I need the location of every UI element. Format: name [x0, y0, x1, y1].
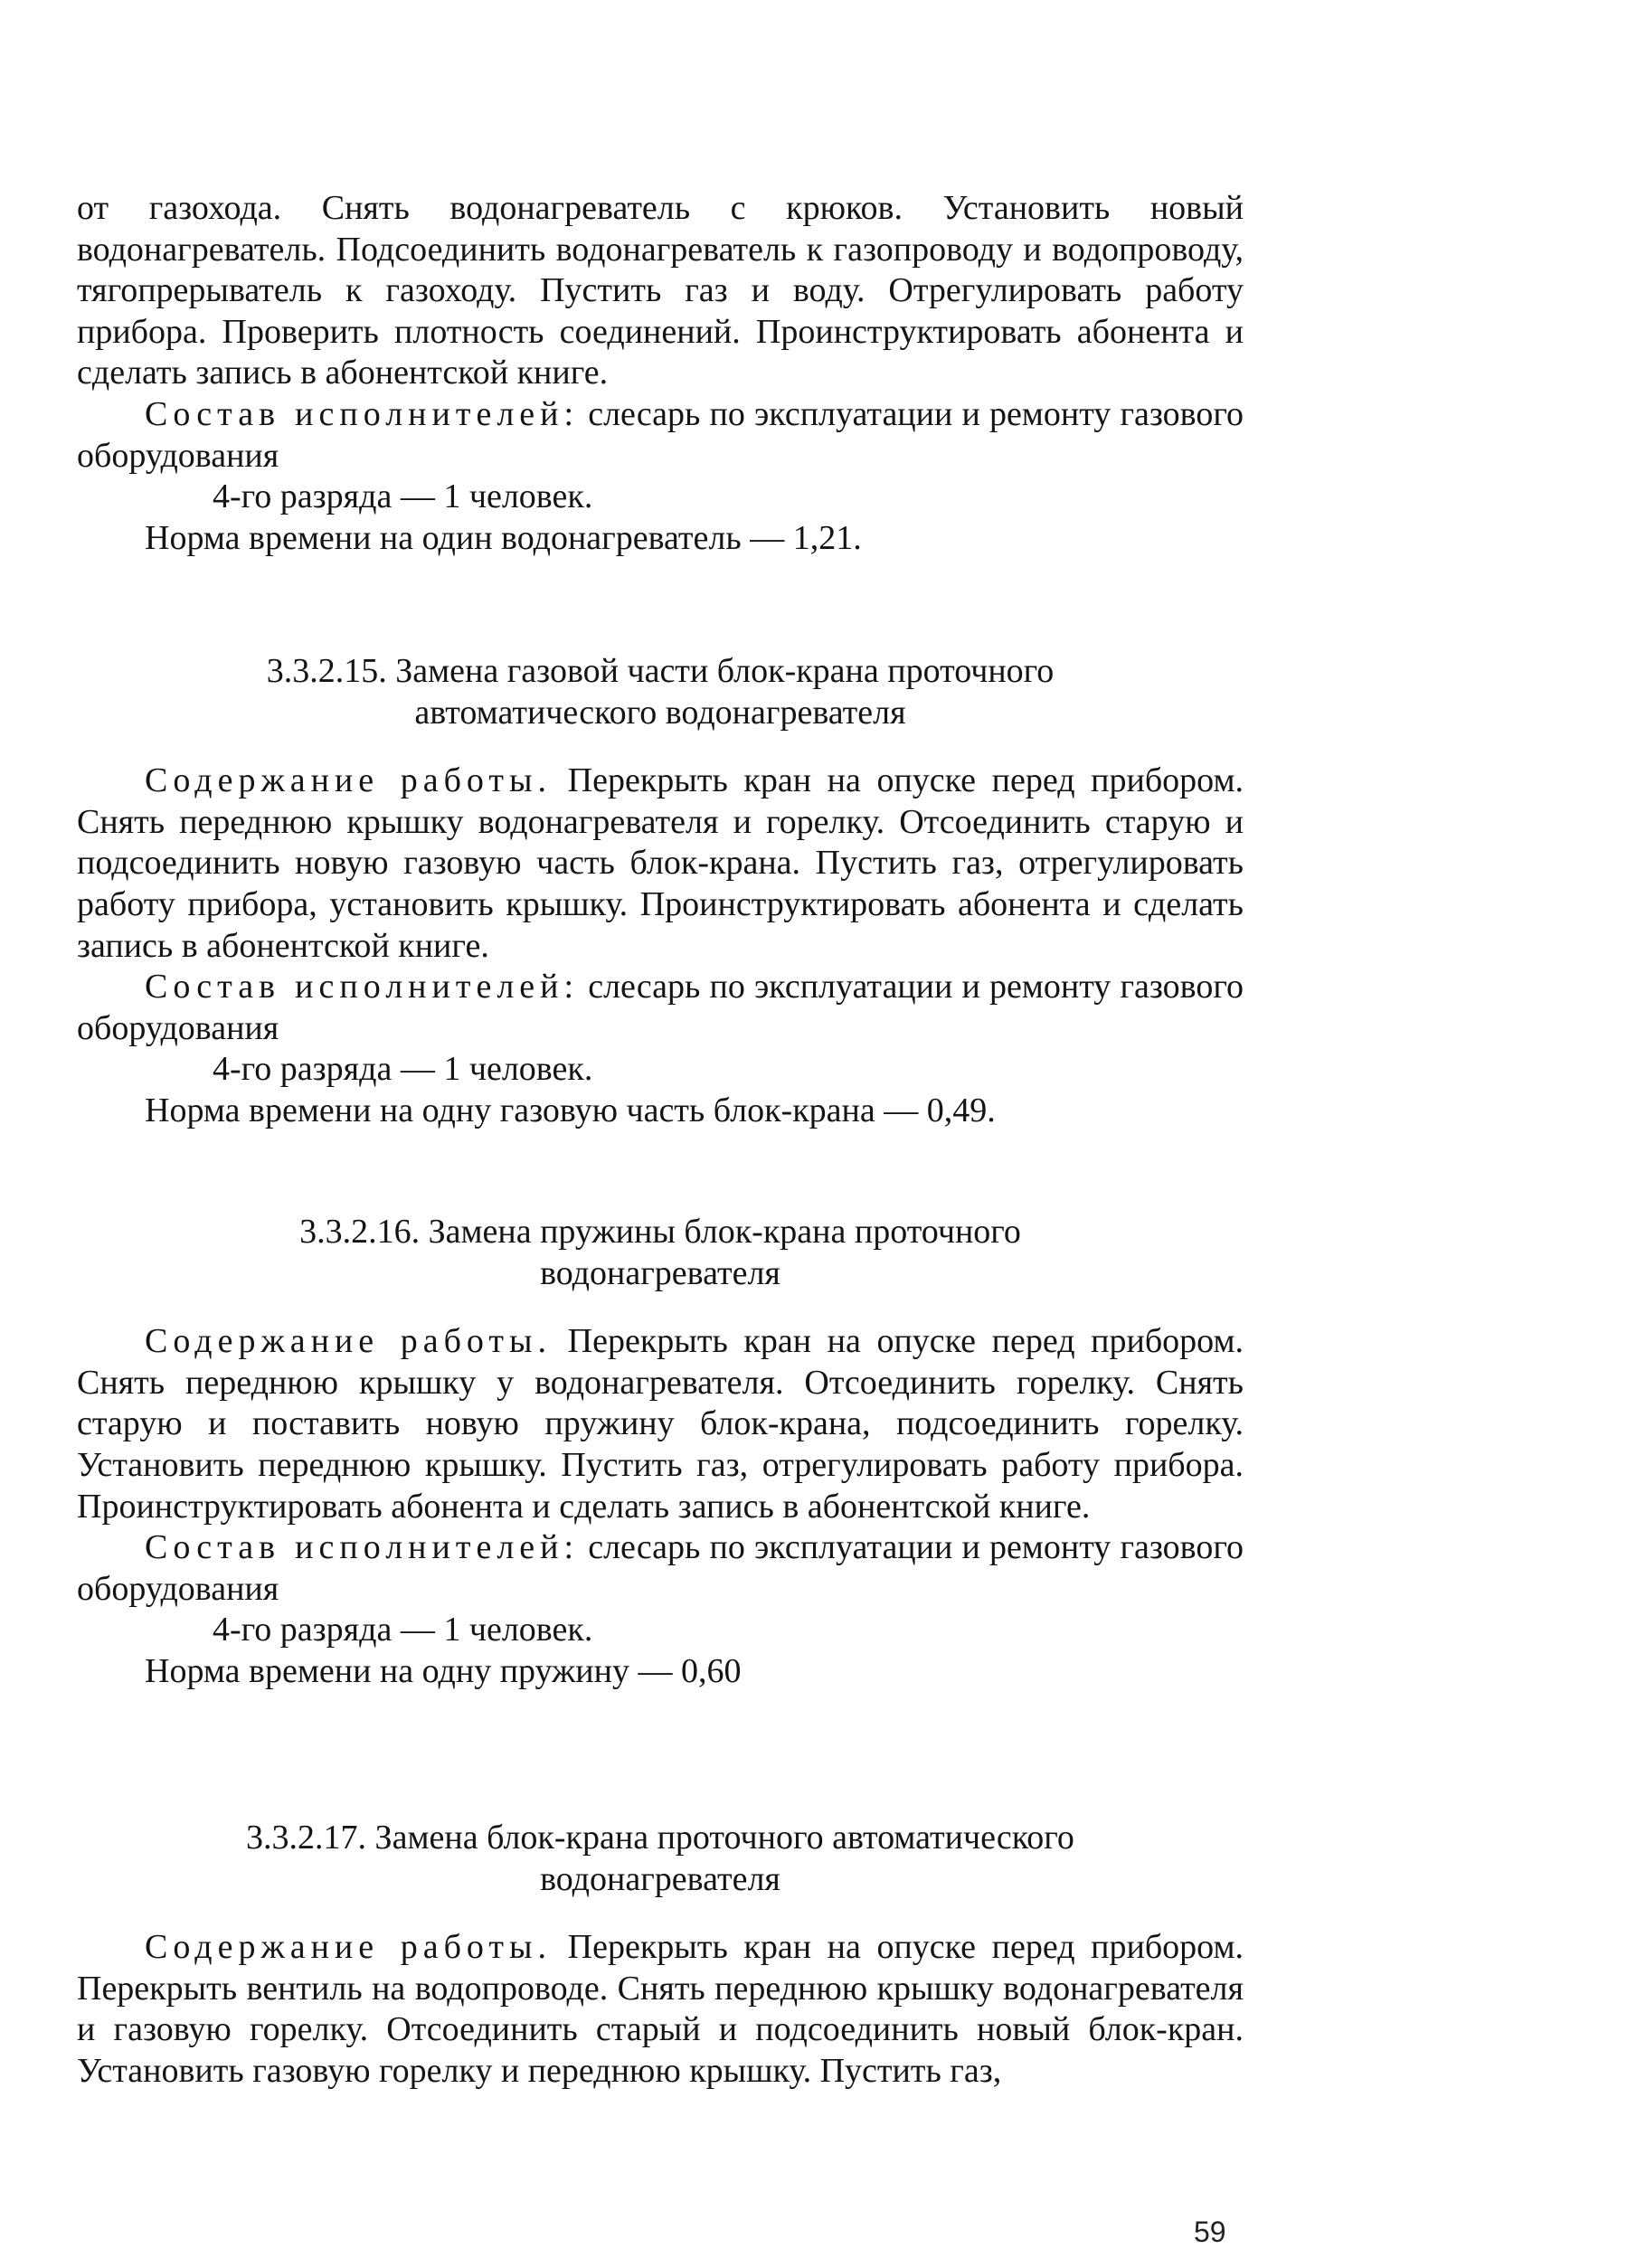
content-text: Перекрыть кран на опуске перед прибором. Снять переднюю крышку водонагревателя и горелку. Отсоединить старую и подсоединить новую газовую часть блок-крана. Пустить газ, отрегулировать работу прибора, установить крышку. Проинструктировать абонента и сделать запись в абонентской книге.: [77, 761, 1244, 965]
section-content: [77, 761, 1244, 967]
section-3-3-2-15: [77, 651, 1244, 1132]
section-3-3-2-16: [77, 1212, 1244, 1693]
section-norm: Норма времени на одну газовую часть блок-крана — 0,49.: [145, 1091, 996, 1129]
section-title: 3.3.2.15. Замена газовой части блок-крана проточного автоматического водонагревателя: [266, 652, 1055, 732]
staff-label: Состав исполнителей:: [145, 394, 580, 433]
section-title: 3.3.2.16. Замена пружины блок-крана проточного водонагревателя: [299, 1213, 1021, 1292]
section-content: [77, 1927, 1244, 2092]
staff-text: слесарь по эксплуатации и ремонту газового оборудования: [77, 1528, 1244, 1608]
section-staff: [77, 967, 1244, 1049]
section-title: 3.3.2.17. Замена блок-крана проточного автоматического водонагревателя: [246, 1819, 1074, 1898]
staff-label: Состав исполнителей:: [145, 968, 580, 1006]
intro-paragraph: от газохода. Снять водонагреватель с крюков. Установить новый водонагреватель. Подсоединить водонагреватель к газопроводу и водопроводу, тягопрерыватель к газоходу. Пустить газ и воду. Отрегулировать работу прибора. Проверить плотность соединений. Проинструктировать абонента и сделать запись в абонентской книге.: [77, 189, 1244, 392]
content-label: Содержание работы.: [145, 761, 553, 800]
intro-staff: [77, 394, 1244, 477]
staff-text: слесарь по эксплуатации и ремонту газового оборудования: [77, 968, 1244, 1047]
intro-norm: Норма времени на один водонагреватель — 1,21.: [145, 518, 862, 557]
section-norm: Норма времени на одну пружину — 0,60: [145, 1651, 742, 1690]
staff-label: Состав исполнителей:: [145, 1528, 580, 1567]
intro-grade: 4-го разряда — 1 человек.: [213, 477, 593, 516]
section-content: [77, 1321, 1244, 1527]
content-label: Содержание работы.: [145, 1928, 553, 1967]
section-grade: 4-го разряда — 1 человек.: [213, 1050, 593, 1089]
intro-block: [77, 188, 1244, 559]
section-grade: 4-го разряда — 1 человек.: [213, 1611, 593, 1649]
content-label: Содержание работы.: [145, 1322, 553, 1361]
staff-text: слесарь по эксплуатации и ремонту газового оборудования: [77, 394, 1244, 475]
page-number: 59: [1194, 2216, 1226, 2248]
content-text: Перекрыть кран на опуске перед прибором. Снять переднюю крышку у водонагревателя. Отсоединить горелку. Снять старую и поставить новую пружину блок-крана, подсоединить горелку. Установить переднюю крышку. Пустить газ, отрегулировать работу прибора. Проинструктировать абонента и сделать запись в абонентской книге.: [77, 1322, 1244, 1526]
section-staff: [77, 1527, 1244, 1610]
section-3-3-2-17: [77, 1818, 1244, 2093]
content-text: Перекрыть кран на опуске перед прибором. Перекрыть вентиль на водопроводе. Снять переднюю крышку водонагревателя и газовую горелку. Отсоединить старый и подсоединить новый блок-кран. Установить газовую горелку и переднюю крышку. Пустить газ,: [77, 1928, 1244, 2090]
